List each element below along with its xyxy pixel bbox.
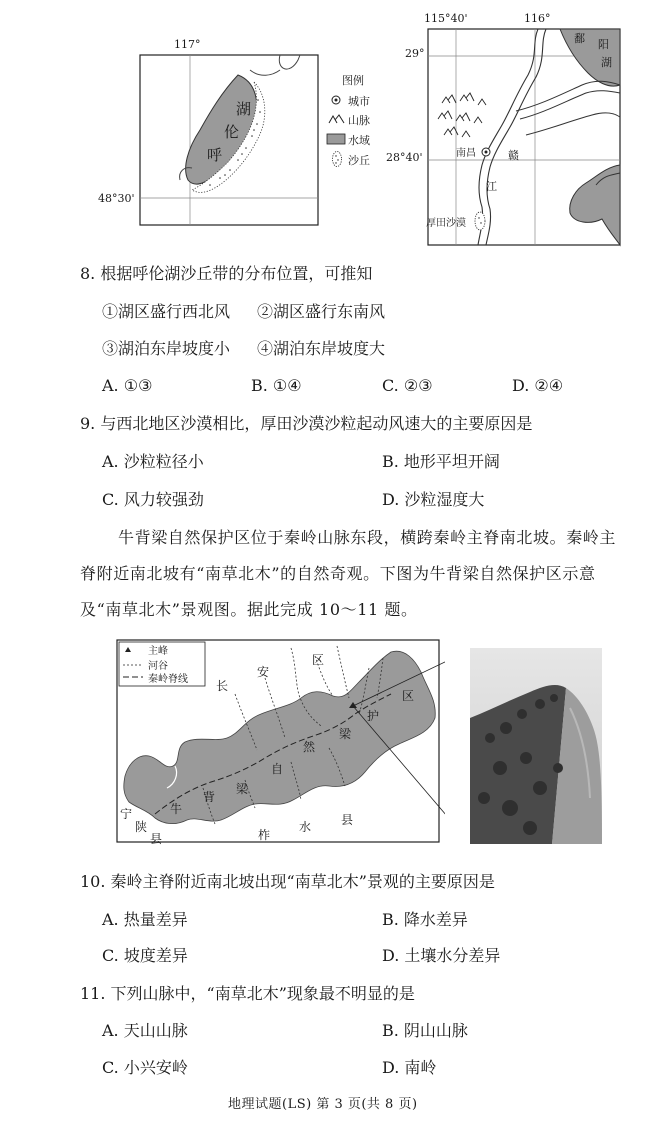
map1-lake-char-1: 湖 (236, 100, 252, 118)
q10-stem: 10. 秦岭主脊附近南北坡出现“南草北木”景观的主要原因是 (80, 872, 495, 891)
map3-label-xian: 县 (150, 832, 163, 846)
map3-label-ran: 然 (303, 740, 316, 754)
map3-label-an: 安 (257, 665, 270, 679)
map2-lon2-label: 116° (524, 12, 551, 25)
q8-statement-1: ①湖区盛行西北风 (102, 302, 231, 321)
map3-label-liang2: 梁 (236, 782, 249, 796)
map3-label-hu: 护 (367, 709, 380, 723)
map3-label-liang: 梁 (339, 727, 352, 741)
map3-legend-valley: 河谷 (148, 661, 168, 672)
map3-label-bei: 背 (203, 790, 216, 804)
q11-option-c: C. 小兴安岭 (102, 1058, 188, 1077)
map2-lon1-label: 115°40' (424, 12, 468, 25)
q8-statement-2: ②湖区盛行东南风 (257, 302, 386, 321)
map1-lake-char-3: 呼 (207, 146, 223, 164)
map3-label-xian2: 县 (341, 813, 354, 827)
q11-option-a: A. 天山山脉 (102, 1021, 188, 1040)
mountain-icon (328, 114, 346, 124)
q10-option-b: B. 降水差异 (382, 910, 468, 929)
passage-line-2: 脊附近南北坡有“南草北木”的自然奇观。下图为牛背梁自然保护区示意 (80, 564, 596, 583)
map3-label-qu1: 区 (312, 653, 325, 667)
landscape-photo (470, 648, 602, 844)
legend-dune-label: 沙丘 (348, 154, 370, 167)
map2-river-char-1: 赣 (508, 149, 519, 162)
legend-city-label: 城市 (348, 95, 370, 108)
q8-option-c: C. ②③ (382, 376, 433, 395)
q8-statement-4: ④湖泊东岸坡度大 (257, 339, 386, 358)
map3-label-niu: 牛 (170, 802, 183, 816)
map3-label-shui: 水 (299, 820, 312, 834)
map3-label-shan: 陕 (135, 820, 148, 834)
q11-option-b: B. 阴山山脉 (382, 1021, 468, 1040)
passage-line-3: 及“南草北木”景观图。据此完成 10～11 题。 (80, 600, 418, 619)
map3-legend-peak: 主峰 (148, 646, 168, 657)
map2-lake-char-3: 湖 (601, 56, 612, 69)
q9-option-b: B. 地形平坦开阔 (382, 452, 500, 471)
map3-legend-ridge: 秦岭脊线 (148, 674, 188, 685)
q9-option-d: D. 沙粒湿度大 (382, 490, 485, 509)
q8-statement-3: ③湖泊东岸坡度小 (102, 339, 231, 358)
q11-option-d: D. 南岭 (382, 1058, 437, 1077)
map2-lake-char-1: 鄱 (574, 32, 585, 45)
water-icon (326, 133, 346, 145)
page-footer: 地理试题(LS) 第 3 页(共 8 页) (228, 1097, 418, 1112)
map1-lat-label: 48°30' (98, 192, 135, 205)
q8-option-b: B. ①④ (251, 376, 302, 395)
q8-stem: 8. 根据呼伦湖沙丘带的分布位置，可推知 (80, 264, 373, 283)
map2-desert-label: 厚田沙漠 (426, 218, 466, 229)
q9-option-a: A. 沙粒粒径小 (102, 452, 204, 471)
map3-label-qu2: 区 (402, 689, 415, 703)
q10-option-a: A. 热量差异 (102, 910, 188, 929)
map1-lon-label: 117° (174, 38, 201, 51)
q9-stem: 9. 与西北地区沙漠相比，厚田沙漠沙粒起动风速大的主要原因是 (80, 414, 533, 433)
map2-lat2-label: 28°40' (386, 151, 423, 164)
q8-option-a: A. ①③ (102, 376, 153, 395)
map3-label-ning: 宁 (120, 807, 133, 821)
map3-label-zha: 柞 (258, 828, 271, 842)
passage-line-1: 牛背梁自然保护区位于秦岭山脉东段，横跨秦岭主脊南北坡。秦岭主 (118, 528, 617, 547)
map2-city-label: 南昌 (456, 148, 476, 159)
q11-stem: 11. 下列山脉中，“南草北木”现象最不明显的是 (80, 984, 415, 1003)
q10-option-d: D. 土壤水分差异 (382, 946, 501, 965)
q9-option-c: C. 风力较强劲 (102, 490, 204, 509)
map2-lake-char-2: 阳 (598, 38, 609, 51)
dune-icon (330, 150, 344, 168)
map1-lake-char-2: 伦 (224, 123, 240, 141)
map3-label-zi: 自 (271, 762, 284, 776)
q10-option-c: C. 坡度差异 (102, 946, 188, 965)
q8-option-d: D. ②④ (512, 376, 564, 395)
map2-lat1-label: 29° (405, 47, 425, 60)
map3-label-chang: 长 (216, 679, 229, 693)
legend-title: 图例 (342, 74, 364, 87)
legend-water-label: 水域 (348, 134, 370, 147)
city-icon (330, 94, 342, 106)
map2-river-char-2: 江 (486, 180, 497, 193)
legend-mountain-label: 山脉 (348, 114, 370, 127)
